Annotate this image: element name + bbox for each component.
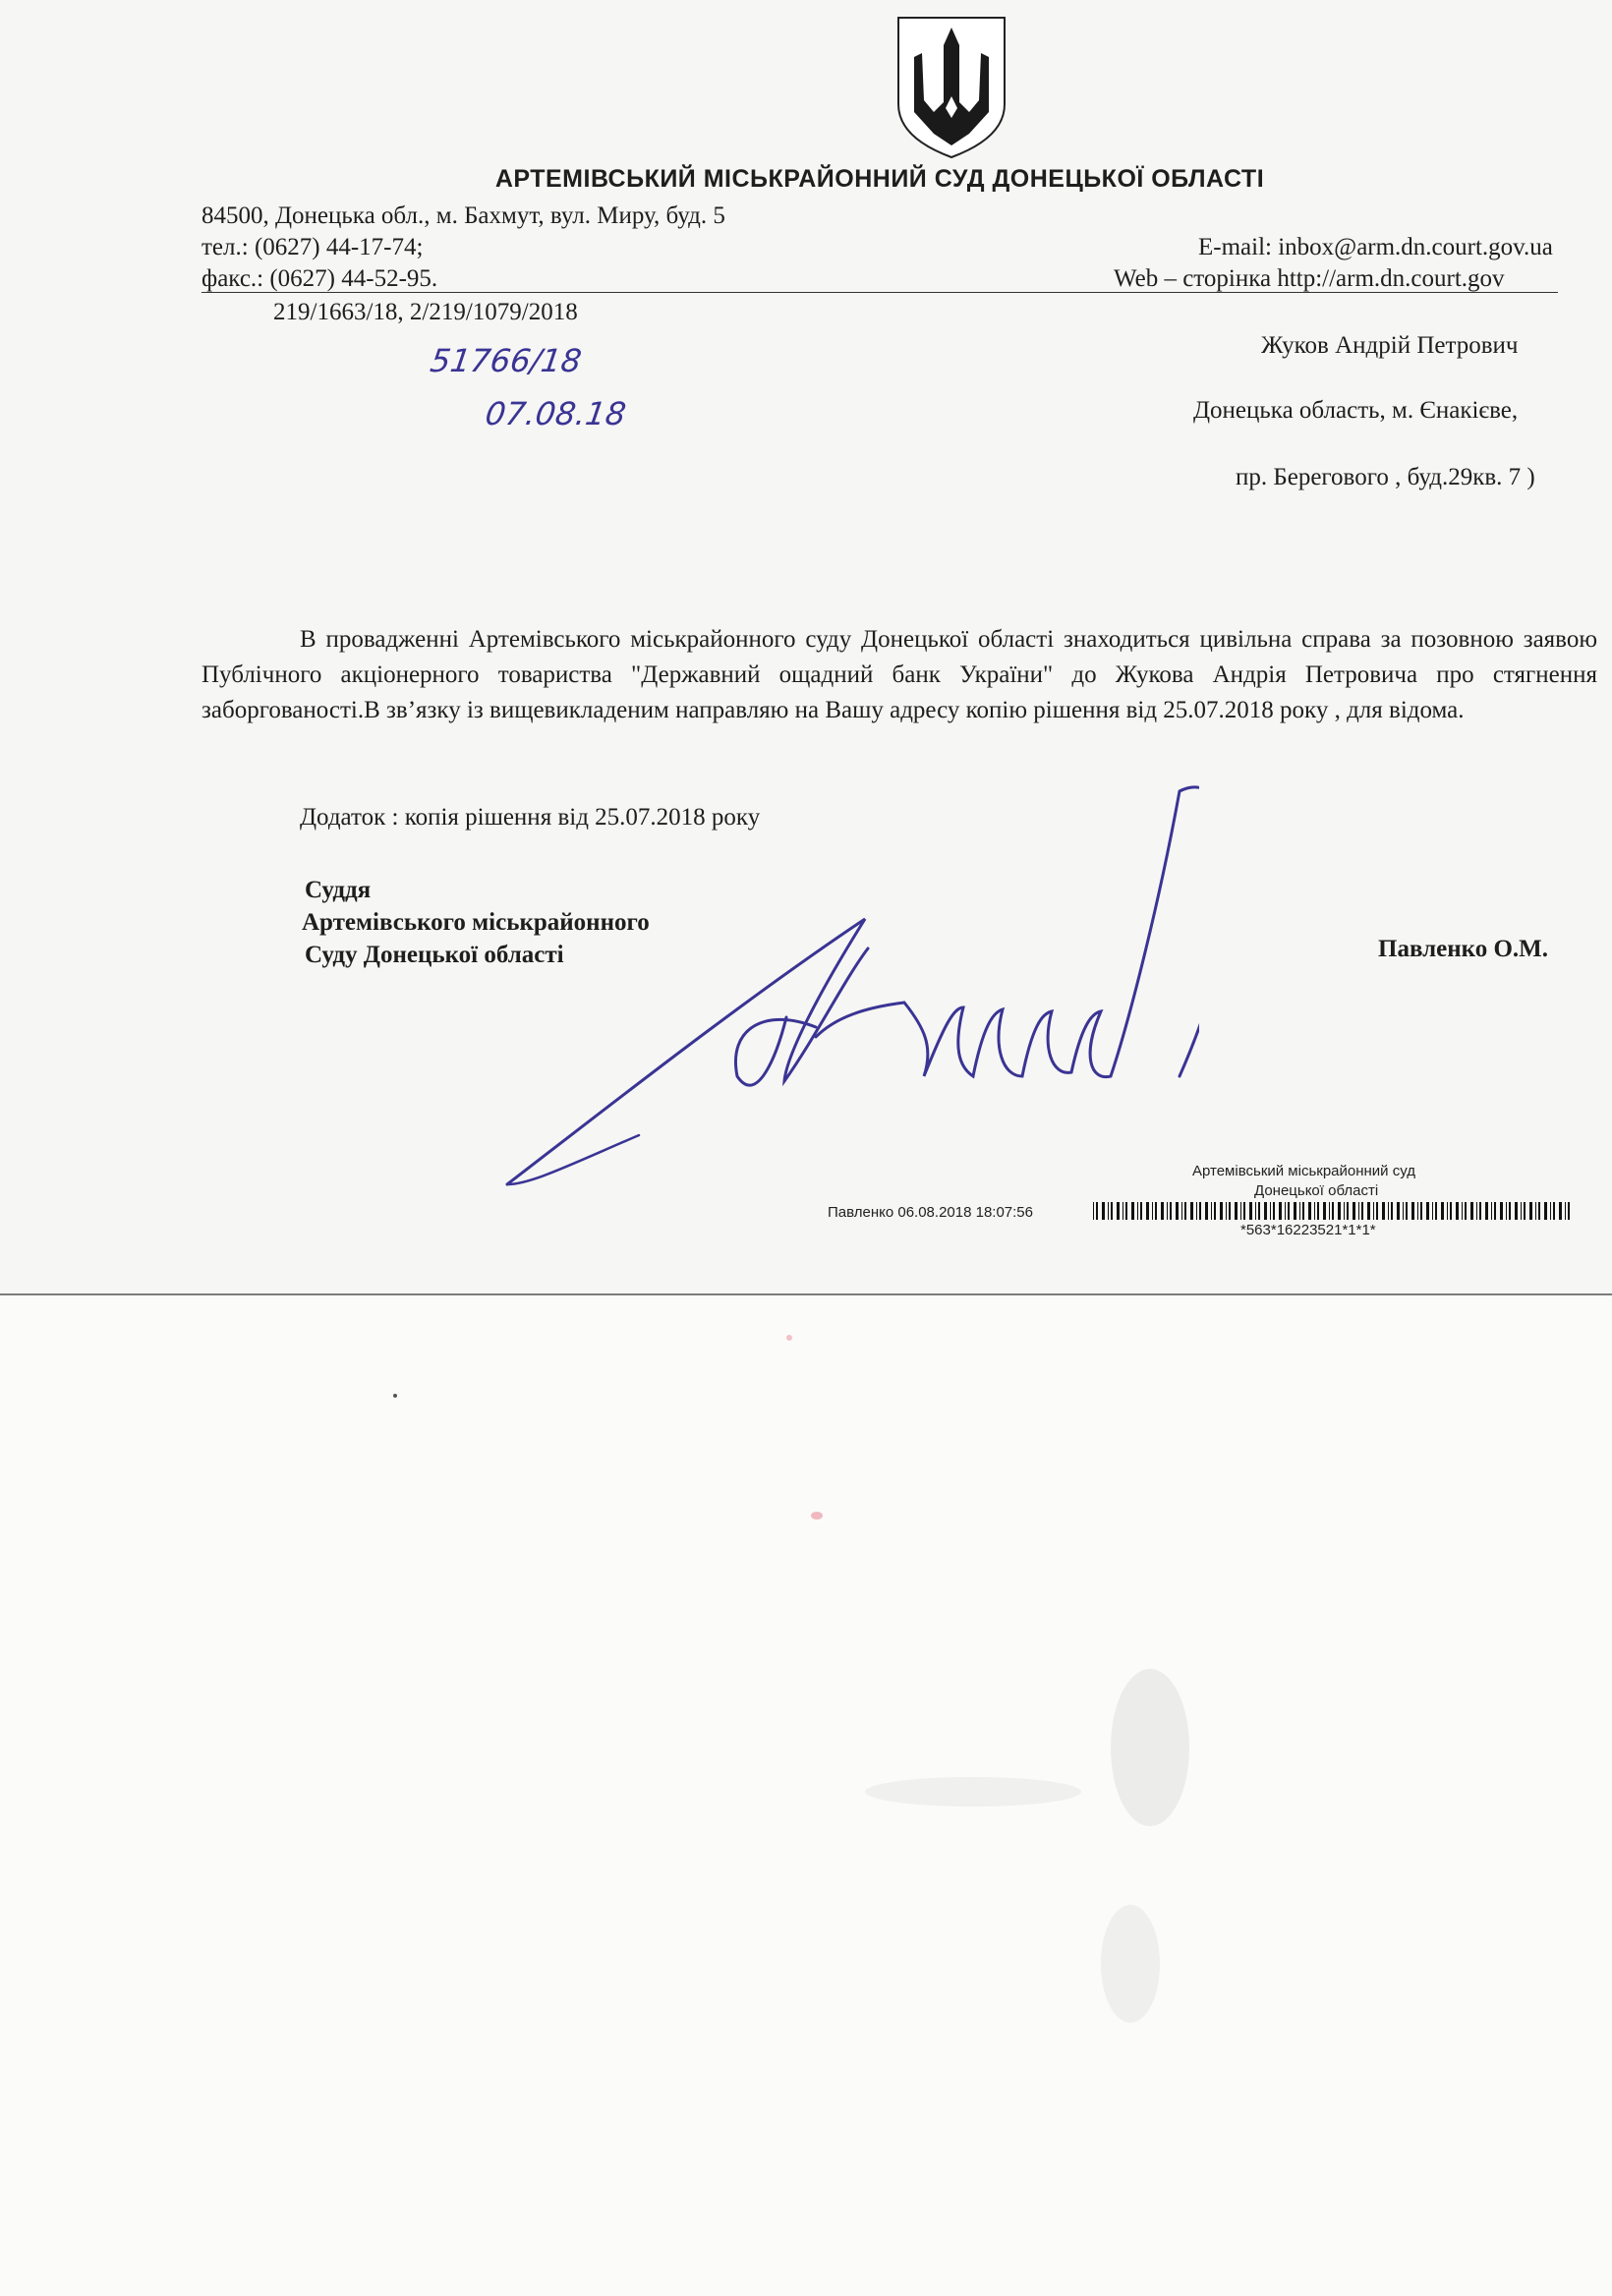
court-name: АРТЕМІВСЬКИЙ МІСЬКРАЙОННИЙ СУД ДОНЕЦЬКОЇ ОБЛАСТІ [494, 165, 1265, 193]
coat-of-arms-icon [894, 14, 1008, 161]
back-page [0, 1293, 1612, 2296]
court-address: 84500, Донецька обл., м. Бахмут, вул. Миру, буд. 5 [202, 202, 725, 229]
signature-icon [491, 781, 1199, 1204]
recipient-street: пр. Берегового , буд.29кв. 7 ) [1236, 464, 1535, 490]
stain [811, 1512, 823, 1520]
header-divider [202, 292, 1558, 293]
body-paragraph: В провадженні Артемівського міськрайонного суду Донецької області знаходиться цивільна справа за позовною заявою Публічного акціонерного товариства "Державний ощадний банк України" до Жукова Андрія Петровича про стягнення заборгованості.В зв’язку із вищевикладеним направляю на Вашу адресу копію рішення від 25.07.2018 року , для відома. [202, 626, 1597, 723]
stain [393, 1394, 397, 1398]
court-phone: тел.: (0627) 44-17-74; [202, 234, 424, 260]
stain [865, 1777, 1081, 1807]
stamp-signer: Павленко 06.08.2018 18:07:56 [828, 1204, 1033, 1221]
stain [1111, 1669, 1189, 1826]
stamp-org-region: Донецької області [1254, 1182, 1379, 1199]
case-numbers: 219/1663/18, 2/219/1079/2018 [273, 299, 578, 325]
judge-name: Павленко О.М. [1378, 936, 1549, 962]
letter-body [202, 622, 1597, 728]
stain [1101, 1905, 1160, 2023]
barcode-icon [1093, 1202, 1575, 1220]
stamp-code: *563*16223521*1*1* [1240, 1222, 1376, 1238]
court-email: E-mail: inbox@arm.dn.court.gov.ua [1198, 234, 1553, 260]
judge-region-line: Суду Донецької області [305, 942, 564, 968]
stain [786, 1335, 792, 1341]
incoming-number: 51766/18 [428, 342, 584, 379]
stamp-org: Артемівський міськрайонний суд [1192, 1163, 1415, 1179]
attachment-note: Додаток : копія рішення від 25.07.2018 року [300, 804, 761, 831]
recipient-name: Жуков Андрій Петрович [1261, 332, 1519, 359]
incoming-date: 07.08.18 [483, 395, 629, 432]
court-website: Web – сторінка http://arm.dn.court.gov [1114, 265, 1505, 292]
judge-court-line: Артемівського міськрайонного [302, 909, 650, 936]
court-fax: факс.: (0627) 44-52-95. [202, 265, 438, 292]
judge-title: Суддя [305, 877, 372, 903]
recipient-city: Донецька область, м. Єнакієве, [1193, 397, 1519, 424]
